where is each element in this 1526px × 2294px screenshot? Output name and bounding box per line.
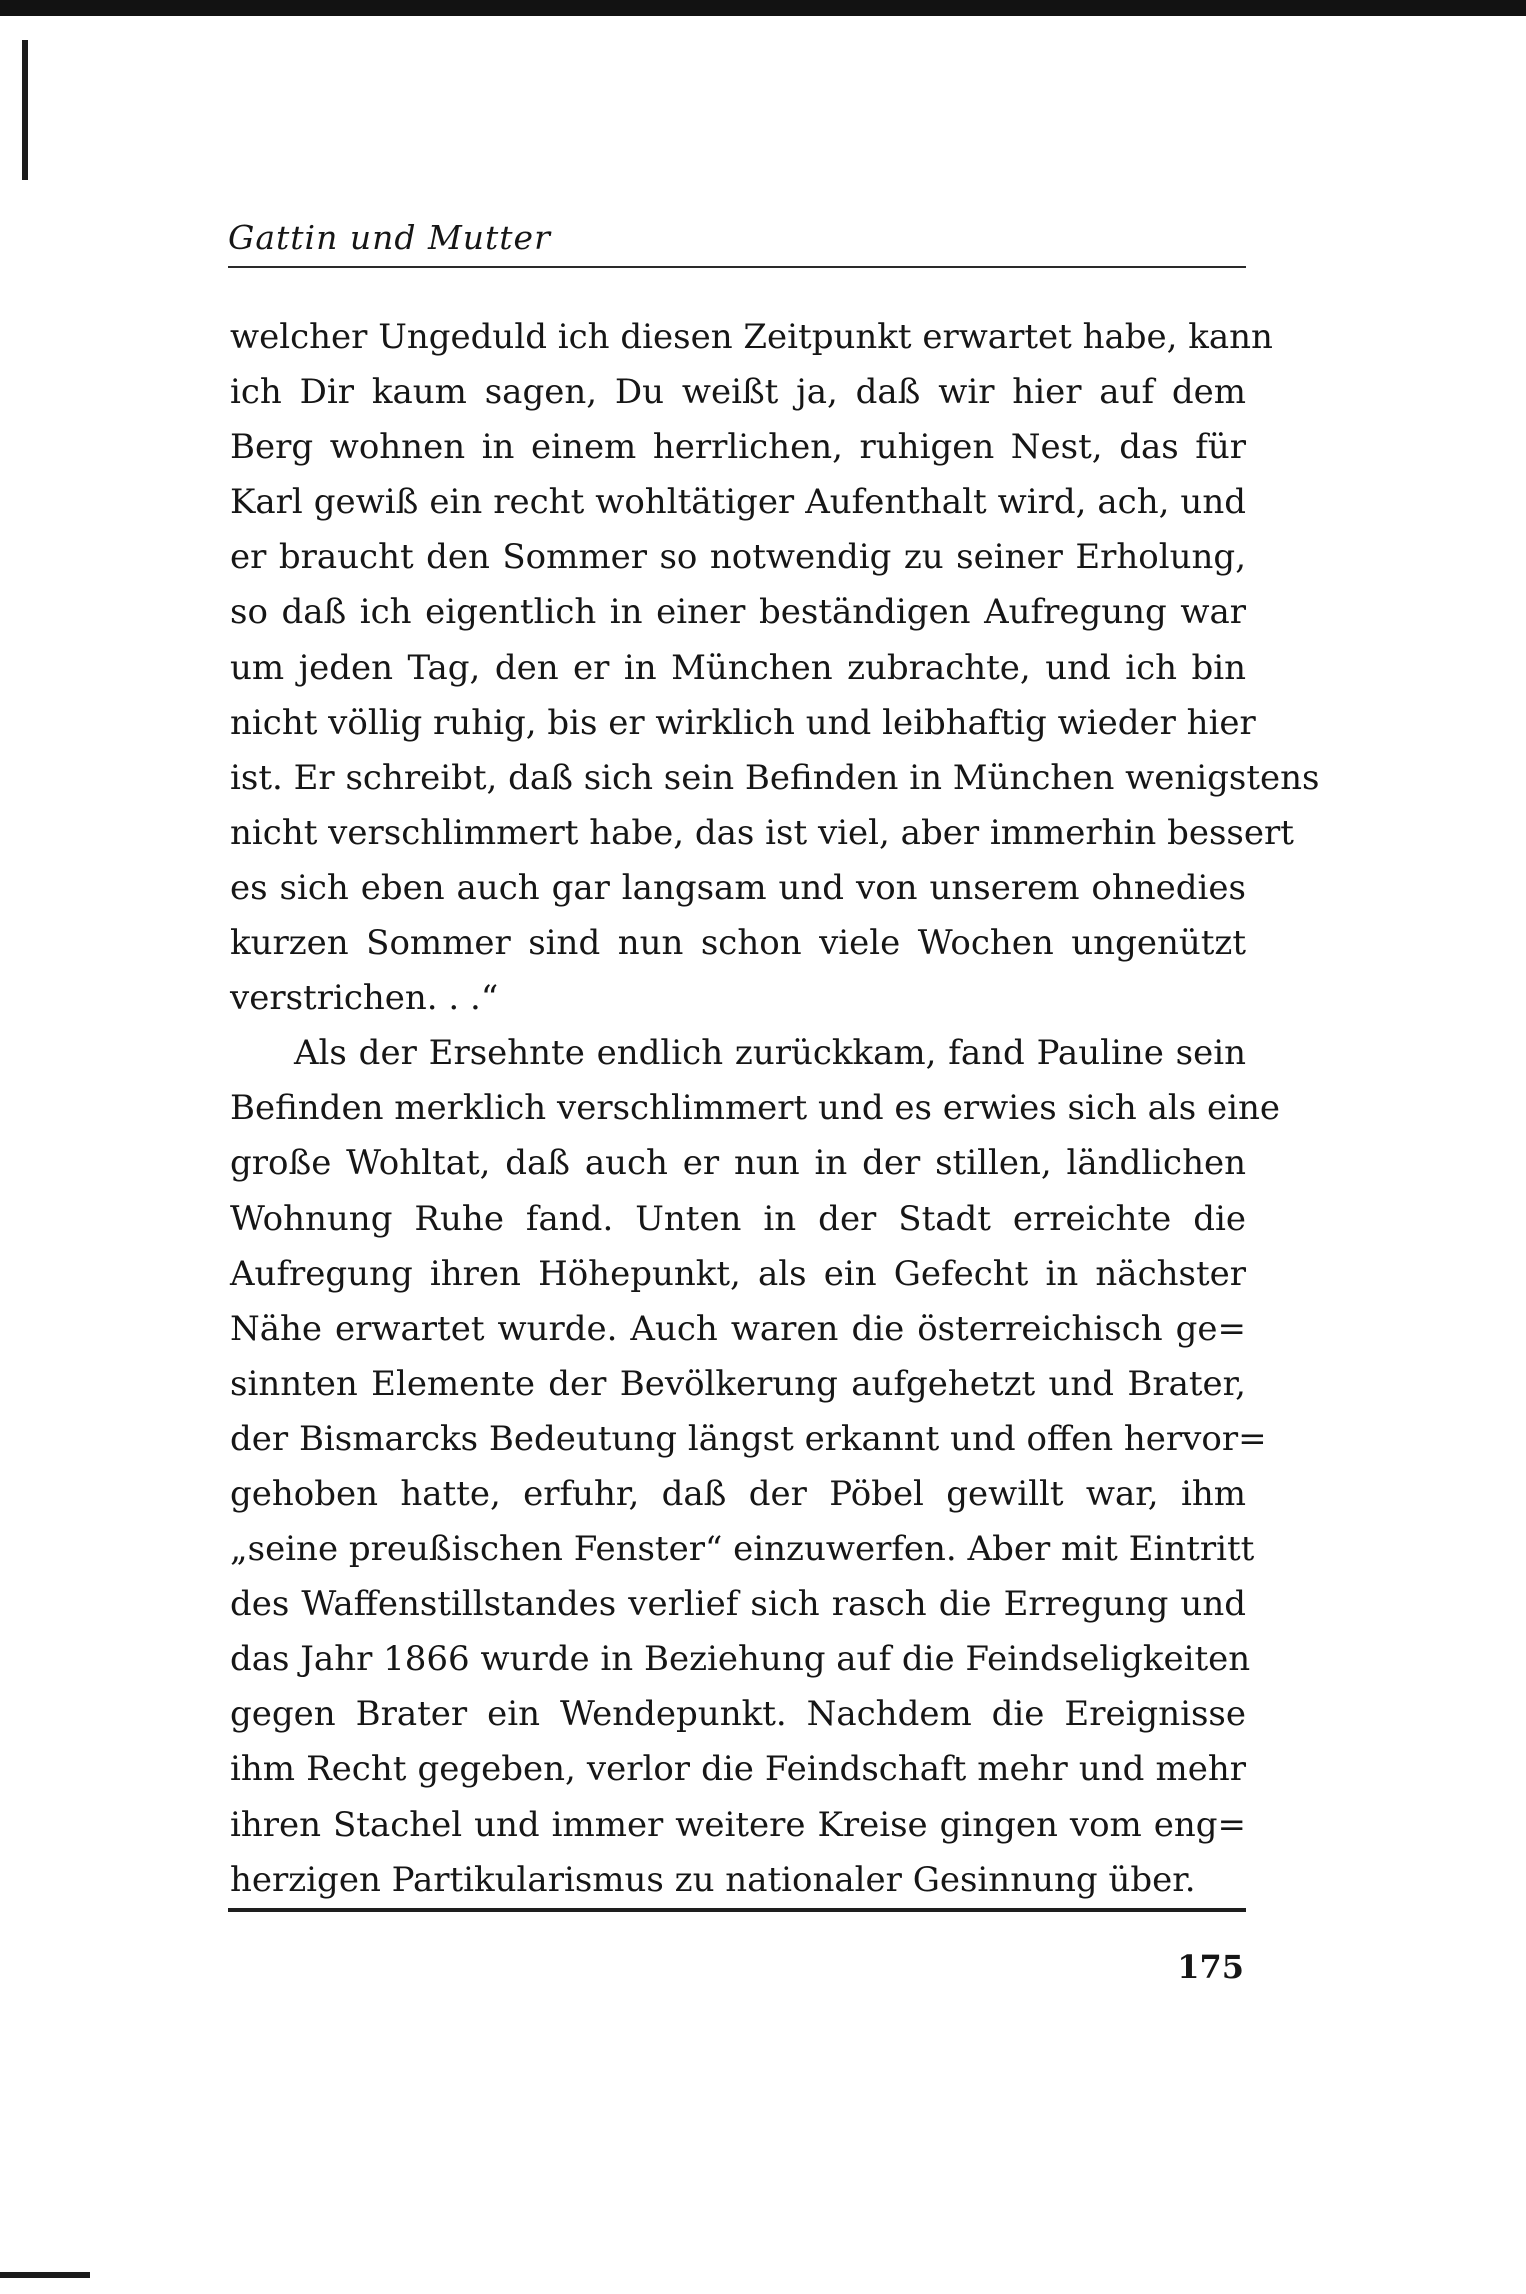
- text-line: um jeden Tag, den er in München zubrachte, und ich bin: [230, 647, 1246, 688]
- running-head: Gattin und Mutter: [228, 218, 551, 257]
- text-line: Aufregung ihren Höhepunkt, als ein Gefecht in nächster: [230, 1253, 1246, 1294]
- page-number: 175: [1177, 1948, 1244, 1986]
- header-rule: [228, 266, 1246, 268]
- text-line: nicht völlig ruhig, bis er wirklich und leibhaftig wieder hier: [230, 702, 1256, 743]
- text-line: verstrichen. . .“: [230, 978, 499, 1019]
- text-line: ihren Stachel und immer weitere Kreise gingen vom eng=: [230, 1804, 1246, 1845]
- text-line: kurzen Sommer sind nun schon viele Wochen ungenützt: [230, 923, 1246, 964]
- text-line: Wohnung Ruhe fand. Unten in der Stadt erreichte die: [230, 1198, 1246, 1239]
- text-line: sinnten Elemente der Bevölkerung aufgehetzt und Brater,: [230, 1363, 1246, 1404]
- text-line: Befinden merklich verschlimmert und es erwies sich als eine: [230, 1088, 1280, 1129]
- paragraph-2: [230, 1026, 1280, 1908]
- text-line: nicht verschlimmert habe, das ist viel, aber immerhin bessert: [230, 812, 1294, 853]
- text-line: Berg wohnen in einem herrlichen, ruhigen Nest, das für: [230, 427, 1246, 468]
- text-line: herzigen Partikularismus zu nationaler Gesinnung über.: [230, 1859, 1196, 1900]
- text-line: das Jahr 1866 wurde in Beziehung auf die Feindseligkeiten: [230, 1639, 1251, 1680]
- scan-top-edge: [0, 0, 1526, 16]
- text-line: große Wohltat, daß auch er nun in der stillen, ländlichen: [230, 1143, 1246, 1184]
- text-line: ist. Er schreibt, daß sich sein Befinden in München wenigstens: [230, 757, 1320, 798]
- text-line: so daß ich eigentlich in einer beständigen Aufregung war: [230, 592, 1246, 633]
- text-line: es sich eben auch gar langsam und von unserem ohnedies: [230, 867, 1246, 908]
- scan-bottom-mark: [0, 2272, 90, 2278]
- text-line: gegen Brater ein Wendepunkt. Nachdem die Ereignisse: [230, 1694, 1246, 1735]
- text-line: des Waffenstillstandes verlief sich rasch die Erregung und: [230, 1584, 1246, 1625]
- text-line: gehoben hatte, erfuhr, daß der Pöbel gewillt war, ihm: [230, 1473, 1246, 1514]
- text-line: Als der Ersehnte endlich zurückkam, fand Pauline sein: [294, 1033, 1246, 1074]
- text-line: Karl gewiß ein recht wohltätiger Aufenthalt wird, ach, und: [230, 482, 1246, 523]
- scan-spine-mark: [22, 40, 28, 180]
- paragraph-1: [230, 310, 1320, 1026]
- text-line: er braucht den Sommer so notwendig zu seiner Erholung,: [230, 537, 1246, 578]
- text-line: Nähe erwartet wurde. Auch waren die österreichisch ge=: [230, 1308, 1246, 1349]
- text-line: ihm Recht gegeben, verlor die Feindschaft mehr und mehr: [230, 1749, 1246, 1790]
- footer-rule: [228, 1908, 1246, 1912]
- body-text: [230, 310, 1320, 1908]
- text-line: „seine preußischen Fenster“ einzuwerfen. Aber mit Eintritt: [230, 1529, 1255, 1570]
- text-line: der Bismarcks Bedeutung längst erkannt und offen hervor=: [230, 1418, 1267, 1459]
- text-line: ich Dir kaum sagen, Du weißt ja, daß wir hier auf dem: [230, 372, 1246, 413]
- text-line: welcher Ungeduld ich diesen Zeitpunkt erwartet habe, kann: [230, 317, 1273, 357]
